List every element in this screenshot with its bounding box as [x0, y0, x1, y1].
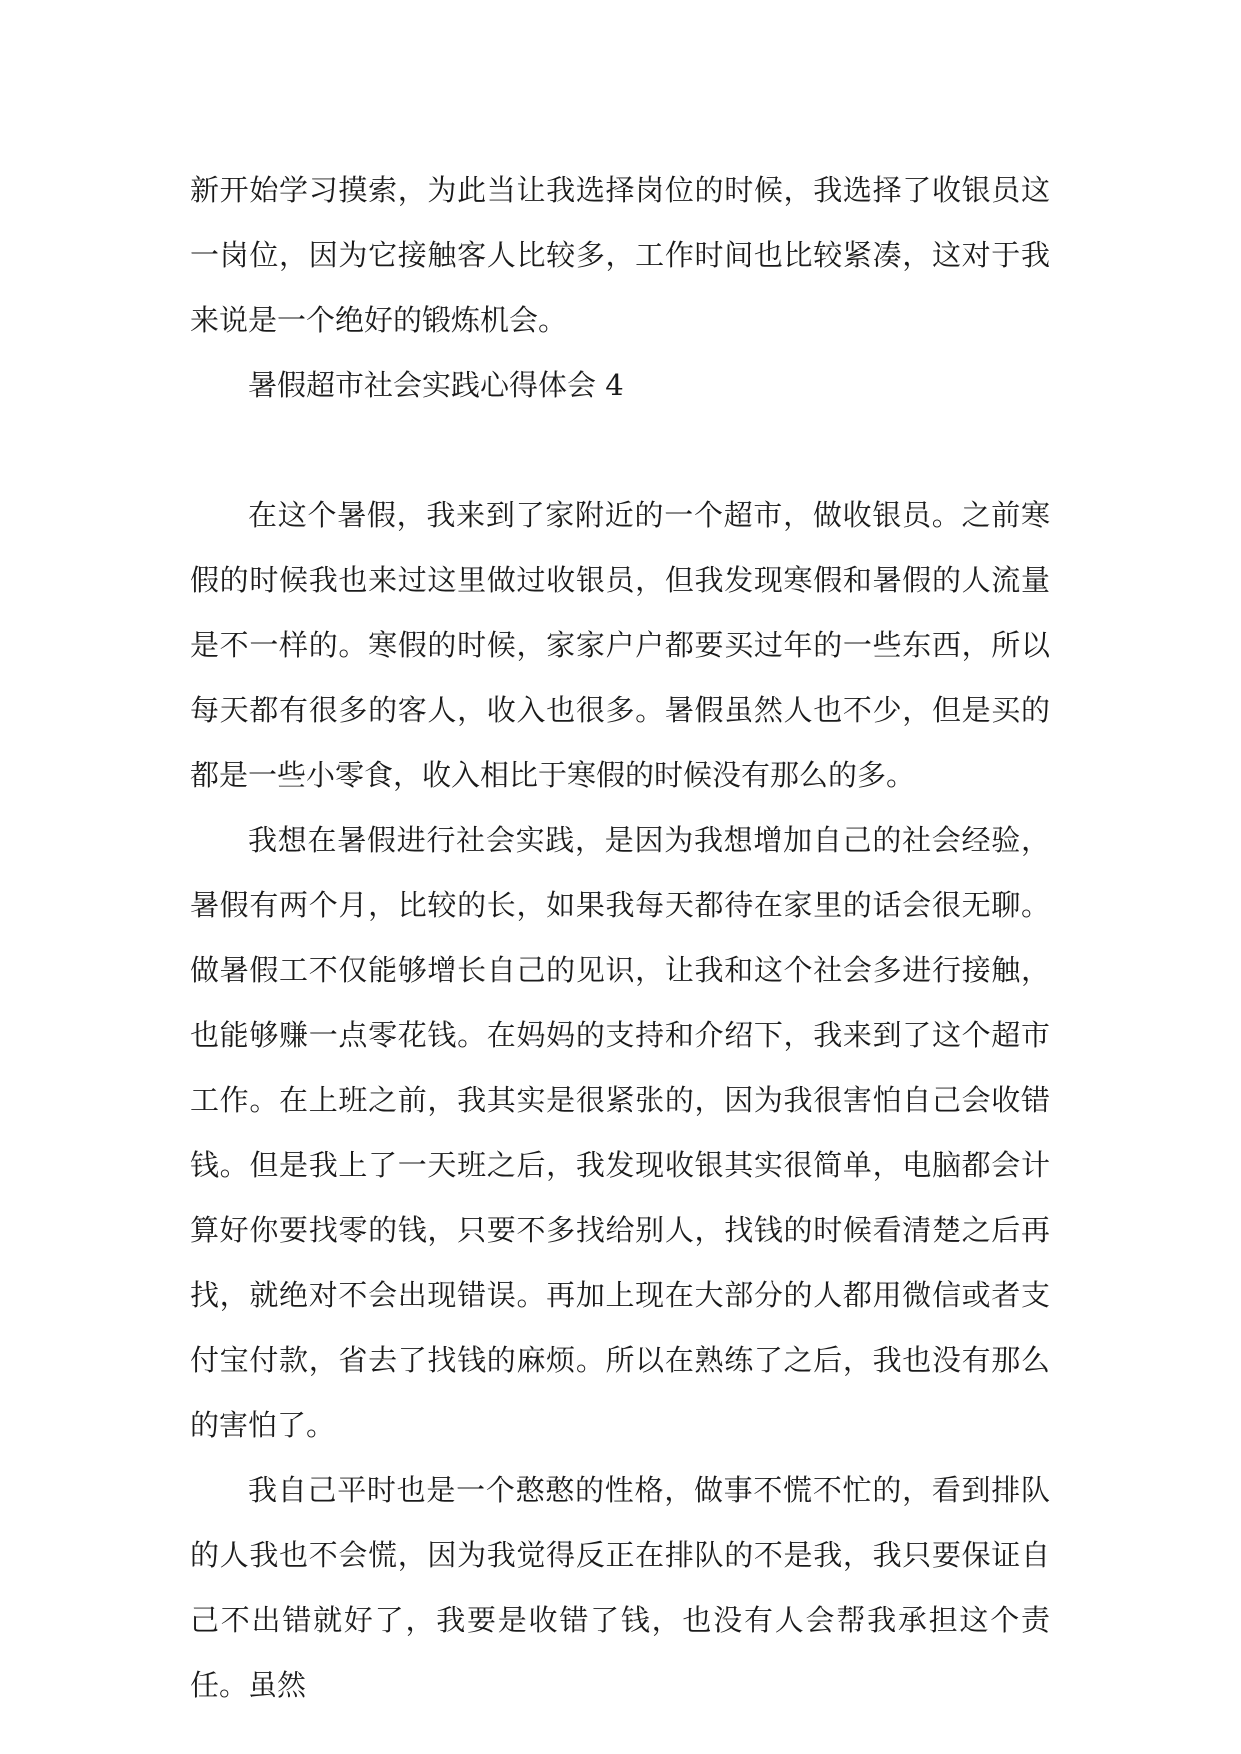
- document-body: [190, 158, 1050, 1718]
- body-paragraph-2: 我想在暑假进行社会实践，是因为我想增加自己的社会经验，暑假有两个月，比较的长，如果我每天都待在家里的话会很无聊。做暑假工不仅能够增长自己的见识，让我和这个社会多进行接触，也能够赚一点零花钱。在妈妈的支持和介绍下，我来到了这个超市工作。在上班之前，我其实是很紧张的，因为我很害怕自己会收错钱。但是我上了一天班之后，我发现收银其实很简单，电脑都会计算好你要找零的钱，只要不多找给别人，找钱的时候看清楚之后再找，就绝对不会出现错误。再加上现在大部分的人都用微信或者支付宝付款，省去了找钱的麻烦。所以在熟练了之后，我也没有那么的害怕了。: [190, 823, 1050, 1442]
- section-title: 暑假超市社会实践心得体会 4: [248, 368, 624, 402]
- continuation-paragraph: 新开始学习摸索，为此当让我选择岗位的时候，我选择了收银员这一岗位，因为它接触客人比较多，工作时间也比较紧凑，这对于我来说是一个绝好的锻炼机会。: [190, 173, 1050, 337]
- body-paragraph-3: 我自己平时也是一个憨憨的性格，做事不慌不忙的，看到排队的人我也不会慌，因为我觉得反正在排队的不是我，我只要保证自己不出错就好了，我要是收错了钱，也没有人会帮我承担这个责任。虽然: [190, 1473, 1050, 1702]
- body-paragraph-1: 在这个暑假，我来到了家附近的一个超市，做收银员。之前寒假的时候我也来过这里做过收银员，但我发现寒假和暑假的人流量是不一样的。寒假的时候，家家户户都要买过年的一些东西，所以每天都有很多的客人，收入也很多。暑假虽然人也不少，但是买的都是一些小零食，收入相比于寒假的时候没有那么的多。: [190, 498, 1050, 792]
